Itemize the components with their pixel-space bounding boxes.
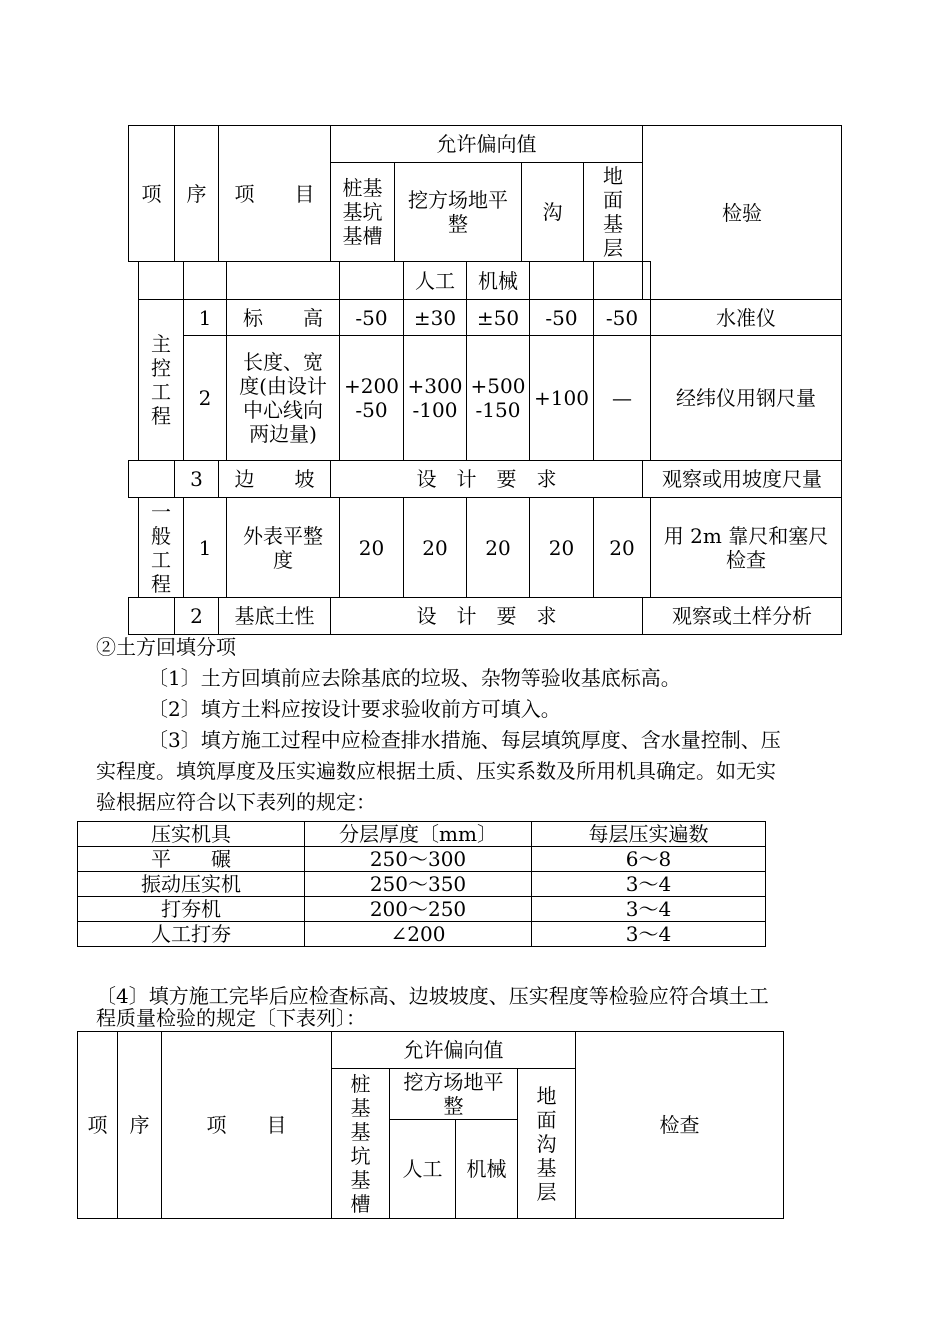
- col-header-allowance: 允许偏向值: [331, 1031, 576, 1069]
- row2-item: 长度、宽度(由设计中心线向两边量): [226, 335, 340, 461]
- row2-check: 经纬仪用钢尺量: [650, 335, 842, 461]
- subhead-empty: [339, 261, 404, 300]
- row3-no: 3: [174, 460, 219, 498]
- header-cell: 压实机具: [78, 822, 305, 847]
- table-cell: 200～250: [305, 897, 532, 922]
- col-header-ground: 地面基层: [583, 162, 643, 262]
- paragraph-3-line-2: 实程度。填筑厚度及压实遍数应根据土质、压实系数及所用机具确定。如无实: [96, 759, 776, 783]
- row2-c4: +100: [529, 335, 594, 461]
- paragraph-1: 〔1〕土方回填前应去除基底的垃圾、杂物等验收基底标高。: [148, 666, 681, 690]
- col-header-check: 检查: [575, 1031, 784, 1219]
- row5-empty: [128, 597, 175, 635]
- col-header-pile: 桩基基坑基槽: [330, 162, 395, 262]
- row4-c5: 20: [593, 497, 651, 598]
- group-general: 一般工程: [138, 497, 184, 598]
- table-row: [78, 897, 766, 922]
- col-header-manual: 人工: [389, 1119, 456, 1219]
- row3-design: 设 计 要 求: [330, 460, 643, 498]
- table-cell: ∠200: [305, 922, 532, 947]
- group-main-control: 主控工程: [138, 299, 184, 461]
- table-row: [78, 922, 766, 947]
- paragraph-3-line-1: 〔3〕填方施工过程中应检查排水措施、每层填筑厚度、含水量控制、压: [148, 728, 781, 752]
- paragraph-2: 〔2〕填方土料应按设计要求验收前方可填入。: [148, 697, 561, 721]
- header-cell: 每层压实遍数: [532, 822, 766, 847]
- subhead-empty: [183, 261, 227, 300]
- col-header-machine: 机械: [455, 1119, 518, 1219]
- table-cell: 3～4: [532, 897, 766, 922]
- table-cell: 平 碾: [78, 847, 305, 872]
- header-cell: 分层厚度〔mm〕: [305, 822, 532, 847]
- subhead-empty: [226, 261, 340, 300]
- table-cell: 6～8: [532, 847, 766, 872]
- row2-c1: +200 -50: [339, 335, 404, 461]
- row1-c4: -50: [529, 299, 594, 336]
- row3-check: 观察或用坡度尺量: [642, 460, 842, 498]
- row1-c5: -50: [593, 299, 651, 336]
- row1-c1: -50: [339, 299, 404, 336]
- col-header-inspection: 检验: [642, 125, 842, 300]
- col-header-item: 项 目: [218, 125, 331, 262]
- row4-c1: 20: [339, 497, 404, 598]
- compaction-table: [77, 821, 766, 947]
- subhead-manual: 人工: [403, 261, 467, 300]
- table-header-row: [78, 822, 766, 847]
- row1-no: 1: [183, 299, 227, 336]
- row3-empty: [128, 460, 175, 498]
- col-header-excavation: 挖方场地平整: [389, 1068, 518, 1120]
- row5-no: 2: [174, 597, 219, 635]
- col-header-xiang: 项: [128, 125, 175, 262]
- row2-no: 2: [183, 335, 227, 461]
- row1-c2: ±30: [403, 299, 467, 336]
- table-cell: 3～4: [532, 872, 766, 897]
- table-cell: 250～350: [305, 872, 532, 897]
- table-cell: 振动压实机: [78, 872, 305, 897]
- col-header-xiang: 项: [77, 1031, 118, 1219]
- col-header-ground: 地面沟基层: [517, 1068, 576, 1219]
- table-row: [78, 847, 766, 872]
- subhead-empty: [529, 261, 594, 300]
- row2-c3: +500 -150: [466, 335, 530, 461]
- row4-item: 外表平整度: [226, 497, 340, 598]
- table-cell: 人工打夯: [78, 922, 305, 947]
- row4-c4: 20: [529, 497, 594, 598]
- col-header-excavation: 挖方场地平整: [394, 162, 522, 262]
- table-row: [78, 872, 766, 897]
- col-header-item: 项 目: [161, 1031, 332, 1219]
- row3-item: 边 坡: [218, 460, 331, 498]
- subhead-machine: 机械: [466, 261, 530, 300]
- subhead-empty: [138, 261, 184, 300]
- row2-c5: —: [593, 335, 651, 461]
- row4-no: 1: [183, 497, 227, 598]
- table-cell: 250～300: [305, 847, 532, 872]
- subhead-empty: [593, 261, 651, 300]
- col-header-allowance: 允许偏向值: [330, 125, 643, 163]
- paragraph-4-line-1: 〔4〕填方施工完毕后应检查标高、边坡坡度、压实程度等检验应符合填土工: [96, 984, 769, 1008]
- row2-c2: +300 -100: [403, 335, 467, 461]
- row4-c3: 20: [466, 497, 530, 598]
- row4-c2: 20: [403, 497, 467, 598]
- table-cell: 打夯机: [78, 897, 305, 922]
- paragraph-4-line-2: 程质量检验的规定〔下表列〕：: [96, 1006, 366, 1030]
- row5-item: 基底土性: [218, 597, 331, 635]
- paragraph-3-line-3: 验根据应符合以下表列的规定：: [96, 790, 376, 814]
- col-header-xu: 序: [117, 1031, 162, 1219]
- row1-check: 水准仪: [650, 299, 842, 336]
- row5-design: 设 计 要 求: [330, 597, 643, 635]
- row5-check: 观察或土样分析: [642, 597, 842, 635]
- table-cell: 3～4: [532, 922, 766, 947]
- row1-c3: ±50: [466, 299, 530, 336]
- row1-item: 标 高: [226, 299, 340, 336]
- section-heading: ②土方回填分项: [96, 635, 236, 659]
- row4-check: 用 2m 靠尺和塞尺检查: [650, 497, 842, 598]
- col-header-xu: 序: [174, 125, 219, 262]
- col-header-pile: 桩基基坑基槽: [331, 1068, 390, 1219]
- col-header-ditch: 沟: [521, 162, 584, 262]
